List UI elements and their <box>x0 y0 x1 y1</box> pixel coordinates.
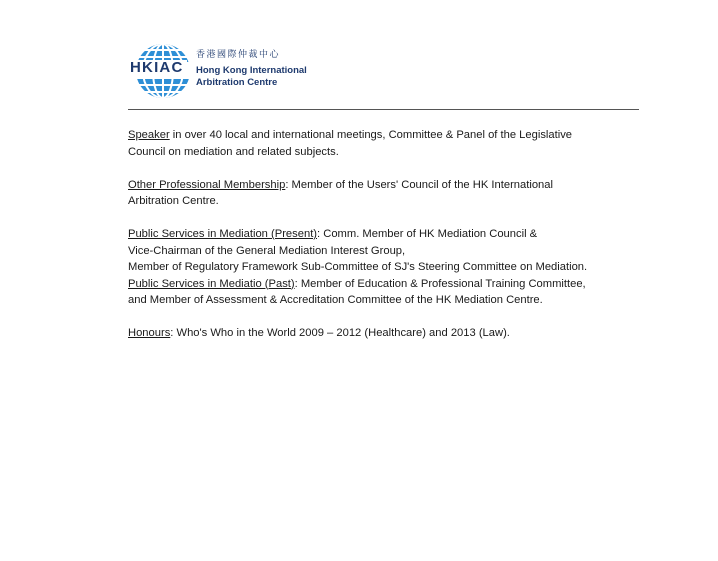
public-past-text-1: : Member of Education & Professional Training Committee, <box>294 277 586 290</box>
speaker-line-2: Council on mediation and related subjects. <box>128 145 339 158</box>
letterhead <box>128 40 640 102</box>
logo-english-line1: Hong Kong International <box>196 65 307 76</box>
public-services-paragraph <box>128 226 638 309</box>
honours-label: Honours <box>128 327 171 339</box>
public-past-label: Public Services in Mediatio (Past) <box>128 277 295 290</box>
public-present-line-2: Vice-Chairman of the General Mediation Interest Group, <box>128 244 406 257</box>
membership-line-2: Arbitration Centre. <box>128 195 219 207</box>
membership-text-1: : Member of the Users' Council of the HK International <box>285 178 553 191</box>
logo-chinese-name: 香港國際仲裁中心 <box>196 50 281 60</box>
public-present-line-3: Member of Regulatory Framework Sub-Committee of SJ's Steering Committee on Mediation. <box>128 261 588 273</box>
speaker-paragraph <box>128 127 638 160</box>
honours-line-1 <box>128 325 638 342</box>
public-past-line-1 <box>128 276 638 293</box>
public-present-text-1: : Comm. Member of HK Mediation Council & <box>317 228 538 240</box>
speaker-label: Speaker <box>128 129 170 141</box>
membership-label: Other Professional Membership <box>128 178 286 191</box>
public-present-label: Public Services in Mediation (Present) <box>128 228 318 240</box>
document-body <box>128 127 638 358</box>
speaker-text-1: in over 40 local and international meetings, Committee & Panel of the Legislative <box>169 129 573 141</box>
public-past-line-2: and Member of Assessment & Accreditation Committee of the HK Mediation Centre. <box>128 294 543 306</box>
header-divider <box>128 109 639 110</box>
logo-abbreviation: HKIAC <box>128 60 187 76</box>
membership-paragraph <box>128 177 638 210</box>
logo-english-line2: Arbitration Centre <box>196 77 278 88</box>
logo-english-name <box>196 65 307 89</box>
speaker-line-1 <box>128 127 638 144</box>
honours-text-1: : Who's Who in the World 2009 – 2012 (Healthcare) and 2013 (Law). <box>170 327 510 339</box>
honours-paragraph <box>128 325 638 342</box>
public-present-line-1 <box>128 226 638 243</box>
membership-line-1 <box>128 177 638 194</box>
